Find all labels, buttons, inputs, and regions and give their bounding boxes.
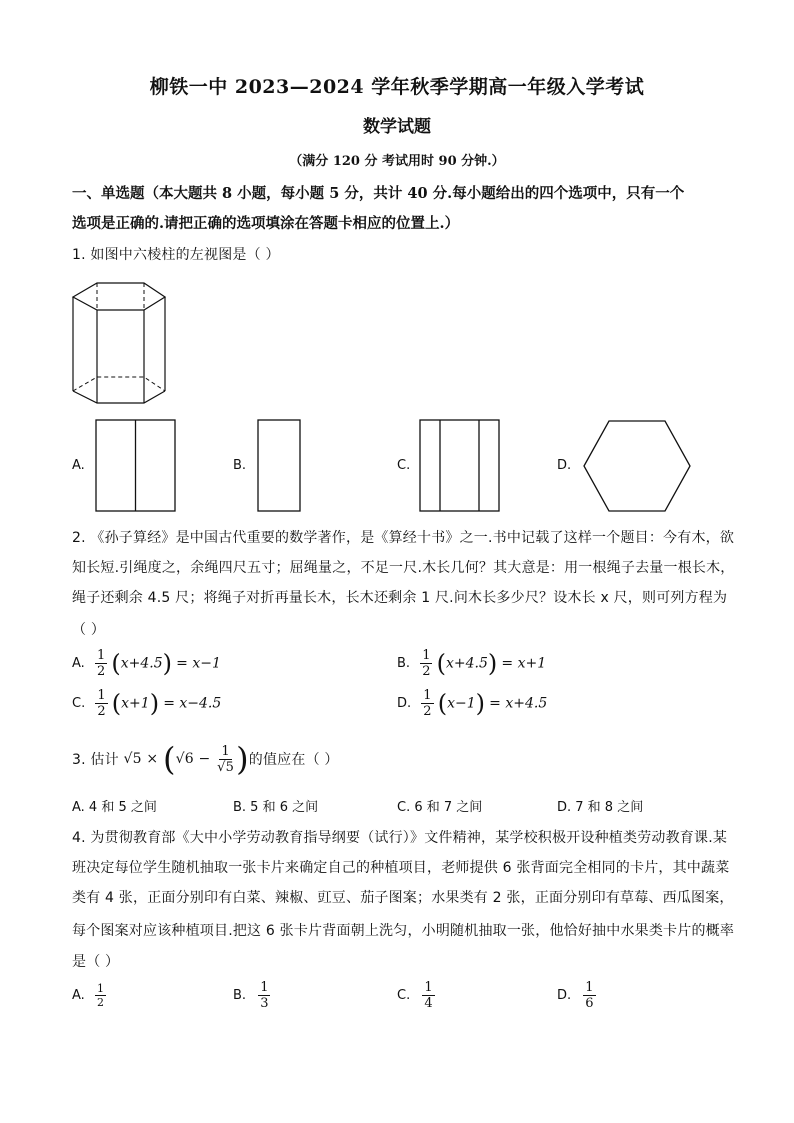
left-paren: ( — [436, 649, 446, 678]
option-label: C. — [72, 696, 86, 711]
q1-option-b-label[interactable]: B. — [233, 458, 247, 473]
left-paren: ( — [111, 689, 122, 718]
q2-line-4: （ ） — [72, 622, 106, 638]
right-paren: ) — [487, 649, 498, 678]
option-label: A. — [72, 988, 85, 1003]
q4-option-c[interactable] — [397, 980, 435, 1011]
option-inner-expr: x+1 — [121, 695, 150, 712]
fraction — [422, 980, 434, 1011]
left-paren: ( — [162, 740, 176, 778]
exam-title: 柳铁一中 2023—2024 学年秋季学期高一年级入学考试 — [149, 76, 645, 98]
section-heading-line2: 选项是正确的.请把正确的选项填涂在答题卡相应的位置上.） — [72, 215, 460, 232]
q1-option-a-label[interactable]: A. — [72, 458, 85, 473]
section-heading-line1: 一、单选题（本大题共 8 小题，每小题 5 分，共计 40 分.每小题给出的四个选项中，只有一个 — [72, 185, 685, 202]
q4-option-d[interactable] — [557, 980, 596, 1011]
option-label: B. — [397, 656, 411, 671]
exam-note: （满分 120 分 考试用时 90 分钟.） — [289, 154, 505, 169]
q4-line-5: 是（ ） — [72, 954, 120, 970]
option-label: A. — [72, 656, 85, 671]
option-inner-expr: x+4.5 — [446, 655, 488, 672]
fraction-denominator: 2 — [422, 664, 431, 679]
q4-option-b[interactable] — [233, 980, 270, 1011]
q3-stem — [72, 740, 339, 778]
q4-line-3: 类有 4 张，正面分别印有白菜、辣椒、豇豆、茄子图案；水果类有 2 张，正面分别印有草莓、西瓜图案， — [72, 890, 734, 906]
q3-option-d[interactable]: D. 7 和 8 之间 — [557, 800, 644, 815]
fraction-numerator: 1 — [97, 688, 106, 703]
fraction-denominator: 2 — [96, 996, 104, 1009]
option-rhs: = x−4.5 — [163, 695, 222, 712]
option-rhs: = x+4.5 — [489, 695, 548, 712]
fraction — [421, 688, 433, 719]
fraction-denominator: 4 — [424, 996, 433, 1011]
fraction-denominator: √5 — [217, 759, 235, 775]
option-rhs: = x+1 — [501, 655, 547, 672]
fraction-numerator: 1 — [260, 980, 269, 995]
q4-line-2: 班决定每位学生随机抽取一张卡片来确定自己的种植项目，老师提供 6 张背面完全相同的卡片，其中蔬菜 — [72, 860, 730, 876]
fraction-denominator: 2 — [423, 704, 432, 719]
fraction-numerator: 1 — [96, 982, 104, 995]
fraction — [258, 980, 270, 1011]
option-rhs: = x−1 — [176, 655, 221, 672]
q3-option-b[interactable]: B. 5 和 6 之间 — [233, 800, 319, 815]
option-inner-expr: x−1 — [447, 695, 476, 712]
fraction — [95, 648, 107, 679]
exam-subtitle: 数学试题 — [363, 117, 431, 137]
q2-line-1: 2. 《孙子算经》是中国古代重要的数学著作，是《算经十书》之一.书中记载了这样一个题目：今有木，欲 — [72, 530, 735, 546]
q3-option-a[interactable]: A. 4 和 5 之间 — [72, 800, 157, 815]
q4-line-4: 每个图案对应该种植项目.把这 6 张卡片背面朝上洗匀，小明随机抽取一张，他恰好抽中水果类卡片的概率 — [72, 923, 735, 939]
q2-option-a[interactable] — [72, 648, 221, 679]
fraction-denominator: 2 — [96, 664, 106, 679]
fraction — [95, 688, 107, 719]
q4-option-a[interactable] — [72, 982, 106, 1009]
option-label: B. — [233, 988, 247, 1003]
right-paren: ) — [149, 689, 160, 718]
q2-option-c[interactable] — [72, 688, 221, 719]
right-paren: ) — [162, 649, 172, 678]
left-paren: ( — [111, 649, 121, 678]
q1-option-d-label[interactable]: D. — [557, 458, 572, 473]
option-label: D. — [397, 696, 412, 711]
right-paren: ) — [236, 740, 249, 778]
q1-stem: 1. 如图中六棱柱的左视图是（ ） — [72, 247, 280, 263]
q1-option-c-label[interactable]: C. — [397, 458, 411, 473]
option-inner-expr: x+4.5 — [120, 655, 163, 672]
q3-expr-a: √5 — [123, 751, 142, 767]
fraction-numerator: 1 — [585, 980, 594, 995]
fraction-numerator: 1 — [422, 648, 431, 663]
q2-line-2: 知长短.引绳度之，余绳四尺五寸；屈绳量之，不足一尺.木长几何？其大意是：用一根绳子去量一根长木， — [72, 560, 735, 576]
fraction-denominator: 6 — [585, 996, 594, 1011]
option-label: C. — [397, 988, 411, 1003]
fraction-numerator: 1 — [96, 648, 106, 663]
fraction-denominator: 2 — [97, 704, 106, 719]
fraction-numerator: 1 — [424, 980, 433, 995]
q2-option-b[interactable] — [397, 648, 546, 679]
q4-line-1: 4. 为贯彻教育部《大中小学劳动教育指导纲要（试行）》文件精神，某学校积极开设种植类劳动教育课.某 — [72, 830, 728, 846]
q3-fraction — [215, 744, 236, 775]
q2-line-3: 绳子还剩余 4.5 尺；将绳子对折再量长木，长木还剩余 1 尺.问木长多少尺？设木长 x 尺，则可列方程为 — [72, 590, 728, 606]
fraction — [420, 648, 432, 679]
fraction-numerator: 1 — [221, 743, 230, 759]
q3-prefix: 3. 估计 — [72, 752, 119, 768]
fraction-numerator: 1 — [423, 688, 432, 703]
q3-option-c[interactable]: C. 6 和 7 之间 — [397, 800, 483, 815]
fraction — [583, 980, 595, 1011]
q2-option-d[interactable] — [397, 688, 547, 719]
fraction — [95, 982, 106, 1009]
option-label: D. — [557, 988, 572, 1003]
left-paren: ( — [437, 689, 448, 718]
q3-times: × — [146, 751, 159, 767]
right-paren: ) — [475, 689, 486, 718]
q3-suffix: 的值应在（ ） — [248, 752, 339, 768]
q3-expr-b: √6 − — [175, 751, 211, 767]
fraction-denominator: 3 — [260, 996, 269, 1011]
